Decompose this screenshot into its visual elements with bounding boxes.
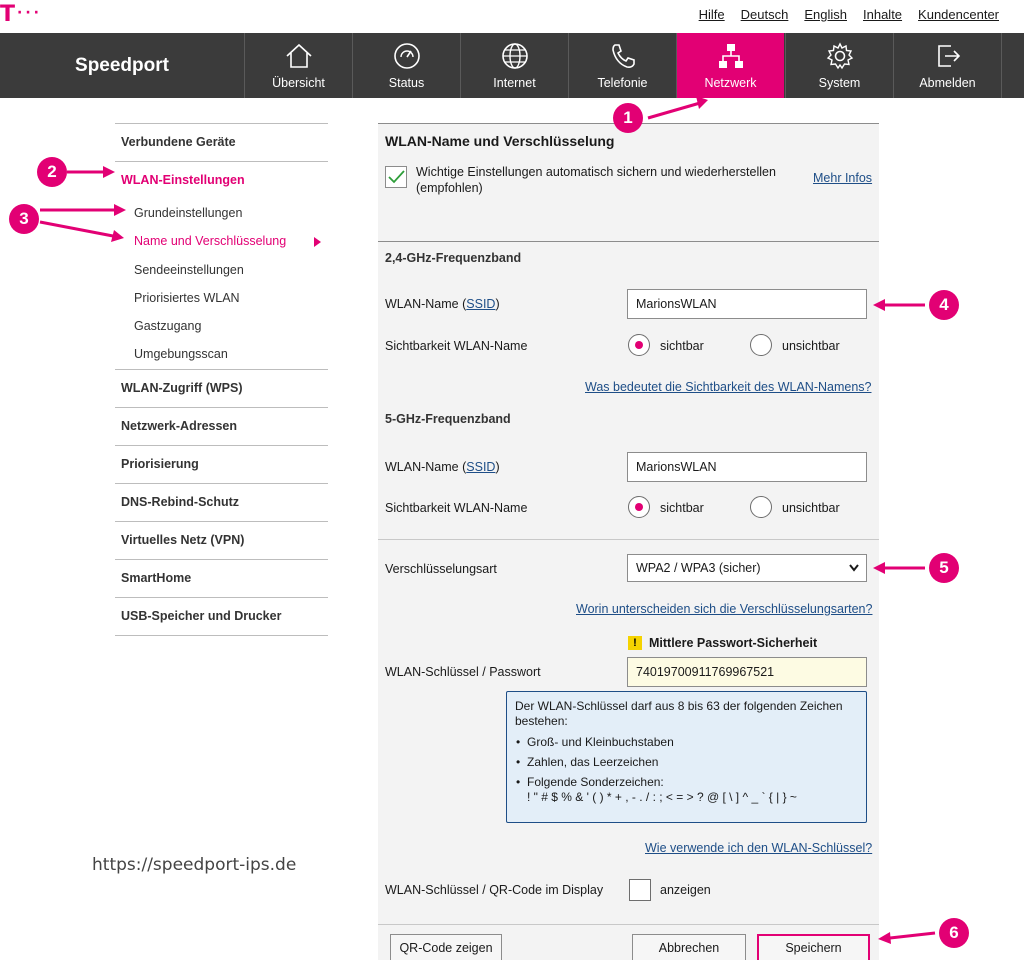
wlan-name-24-label: WLAN-Name (SSID) (385, 297, 500, 311)
password-input[interactable]: 74019700911769967521 (627, 657, 867, 687)
sidebar-item-wlan-settings[interactable]: WLAN-Einstellungen (121, 173, 245, 187)
password-label: WLAN-Schlüssel / Passwort (385, 665, 541, 679)
chevron-down-icon (849, 564, 859, 572)
customer-center-link[interactable]: Kundencenter (918, 7, 999, 22)
sidebar-item-usb[interactable]: USB-Speicher und Drucker (121, 608, 282, 623)
wlan-name-5-input[interactable]: MarionsWLAN (627, 452, 867, 482)
sidebar-subitem-environment-scan[interactable]: Umgebungsscan (134, 347, 228, 362)
qr-display-checkbox[interactable] (629, 879, 651, 901)
wlan-name-5-label: WLAN-Name (SSID) (385, 460, 500, 474)
invisible-24-radio[interactable] (750, 334, 772, 356)
nav-item-telephony[interactable]: Telefonie (568, 33, 676, 98)
password-strength-text: Mittlere Passwort-Sicherheit (649, 636, 818, 650)
annotation-badge-1: 1 (613, 103, 643, 133)
sidebar-item-vpn[interactable]: Virtuelles Netz (VPN) (121, 532, 245, 547)
save-button[interactable]: Speichern (757, 934, 870, 960)
nav-divider (1001, 33, 1002, 98)
encryption-label: Verschlüsselungsart (385, 562, 497, 576)
network-icon (716, 42, 746, 70)
visible-24-label: sichtbar (660, 339, 704, 353)
cancel-button[interactable]: Abbrechen (632, 934, 746, 960)
phone-icon (608, 42, 638, 70)
more-info-link[interactable]: Mehr Infos (813, 171, 873, 185)
visibility-24-label: Sichtbarkeit WLAN-Name (385, 339, 528, 353)
password-rules-tooltip: Der WLAN-Schlüssel darf aus 8 bis 63 der folgenden Zeichen bestehen: • Groß- und Kleinbuchstaben • Zahlen, das Leerzeichen • Folgende Sonderzeichen: ! " # $ % & ' ( ) * + , - . / : ; < = > ? @ [ \ ] ^ _ ` { | } ~ (506, 691, 867, 823)
sidebar-item-prioritization[interactable]: Priorisierung (121, 456, 199, 471)
auto-save-label: Wichtige Einstellungen automatisch sichern und wiederherstellen (empfohlen) (416, 165, 776, 195)
annotation-badge-6: 6 (939, 918, 969, 948)
brand-title: Speedport (75, 54, 169, 76)
sidebar-item-connected-devices[interactable]: Verbundene Geräte (121, 135, 236, 149)
divider (378, 924, 879, 925)
qr-code-button[interactable]: QR-Code zeigen (390, 934, 502, 960)
encryption-select[interactable]: WPA2 / WPA3 (sicher) (627, 554, 867, 582)
nav-item-logout[interactable]: Abmelden (893, 33, 1001, 98)
sidebar-item-dns-rebind[interactable]: DNS-Rebind-Schutz (121, 494, 240, 509)
visibility-help-link[interactable]: Was bedeutet die Sichtbarkeit des WLAN-Namens? (585, 380, 872, 394)
band-24-heading: 2,4-GHz-Frequenzband (385, 251, 522, 265)
nav-item-internet[interactable]: Internet (460, 33, 568, 98)
list-item: • Groß- und Kleinbuchstaben (527, 735, 858, 750)
annotation-badge-5: 5 (929, 553, 959, 583)
sidebar-subitem-name-encryption[interactable]: Name und Verschlüsselung (115, 227, 328, 255)
qr-display-label: WLAN-Schlüssel / QR-Code im Display (385, 883, 604, 897)
english-link[interactable]: English (804, 7, 847, 22)
watermark-url: https://speedport-ips.de (92, 855, 297, 875)
sidebar-subitem-basic-settings[interactable]: Grundeinstellungen (134, 206, 243, 220)
main-navigation (0, 33, 1024, 98)
sidebar (115, 123, 328, 636)
telekom-logo[interactable]: T··· (0, 2, 42, 27)
list-item: • Folgende Sonderzeichen: ! " # $ % & ' ( ) * + , - . / : ; < = > ? @ [ \ ] ^ _ ` { | } ~ (527, 775, 858, 805)
nav-item-overview[interactable]: Übersicht (244, 33, 352, 98)
sidebar-item-wps[interactable]: WLAN-Zugriff (WPS) (121, 380, 243, 395)
gauge-icon (392, 42, 422, 70)
sidebar-subitem-prioritized-wlan[interactable]: Priorisiertes WLAN (134, 290, 240, 305)
list-item: • Zahlen, das Leerzeichen (527, 755, 858, 770)
home-icon (284, 42, 314, 70)
warning-icon: ! (628, 636, 642, 650)
top-links (699, 7, 999, 22)
annotation-badge-2: 2 (37, 157, 67, 187)
visible-24-radio[interactable] (628, 334, 650, 356)
invisible-24-label: unsichtbar (782, 339, 840, 353)
nav-item-system[interactable]: System (785, 33, 893, 98)
auto-save-checkbox[interactable] (385, 166, 407, 188)
divider (378, 539, 879, 540)
sidebar-subitem-transmit-settings[interactable]: Sendeeinstellungen (134, 262, 244, 277)
invisible-5-radio[interactable] (750, 496, 772, 518)
wlan-name-24-input[interactable]: MarionsWLAN (627, 289, 867, 319)
special-chars: ! " # $ % & ' ( ) * + , - . / : ; < = > ? @ [ \ ] ^ _ ` { | } ~ (527, 790, 797, 804)
visible-5-radio[interactable] (628, 496, 650, 518)
invisible-5-label: unsichtbar (782, 501, 840, 515)
qr-display-show-label: anzeigen (660, 883, 711, 897)
deutsch-link[interactable]: Deutsch (740, 7, 789, 22)
top-utility-bar (0, 0, 1024, 32)
sidebar-item-network-addresses[interactable]: Netzwerk-Adressen (121, 418, 238, 433)
wlan-settings-panel (378, 123, 879, 960)
page-title: WLAN-Name und Verschlüsselung (385, 133, 615, 149)
globe-icon (500, 42, 530, 70)
encryption-help-link[interactable]: Worin unterscheiden sich die Verschlüsselungsarten? (576, 602, 873, 616)
annotation-badge-3: 3 (9, 204, 39, 234)
logout-icon (933, 42, 963, 70)
visible-5-label: sichtbar (660, 501, 704, 515)
nav-item-network[interactable]: Netzwerk (676, 33, 784, 98)
contents-link[interactable]: Inhalte (863, 7, 903, 22)
checkmark-icon (388, 170, 405, 184)
sidebar-item-smarthome[interactable]: SmartHome (121, 570, 192, 585)
visibility-5-label: Sichtbarkeit WLAN-Name (385, 501, 528, 515)
annotation-badge-4: 4 (929, 290, 959, 320)
gear-icon (825, 42, 855, 70)
caret-right-icon (314, 237, 321, 247)
band-5-heading: 5-GHz-Frequenzband (385, 412, 511, 426)
sidebar-subitem-guest-access[interactable]: Gastzugang (134, 319, 202, 334)
key-help-link[interactable]: Wie verwende ich den WLAN-Schlüssel? (645, 841, 873, 855)
nav-item-status[interactable]: Status (352, 33, 460, 98)
divider (378, 241, 879, 242)
help-link[interactable]: Hilfe (698, 7, 725, 22)
